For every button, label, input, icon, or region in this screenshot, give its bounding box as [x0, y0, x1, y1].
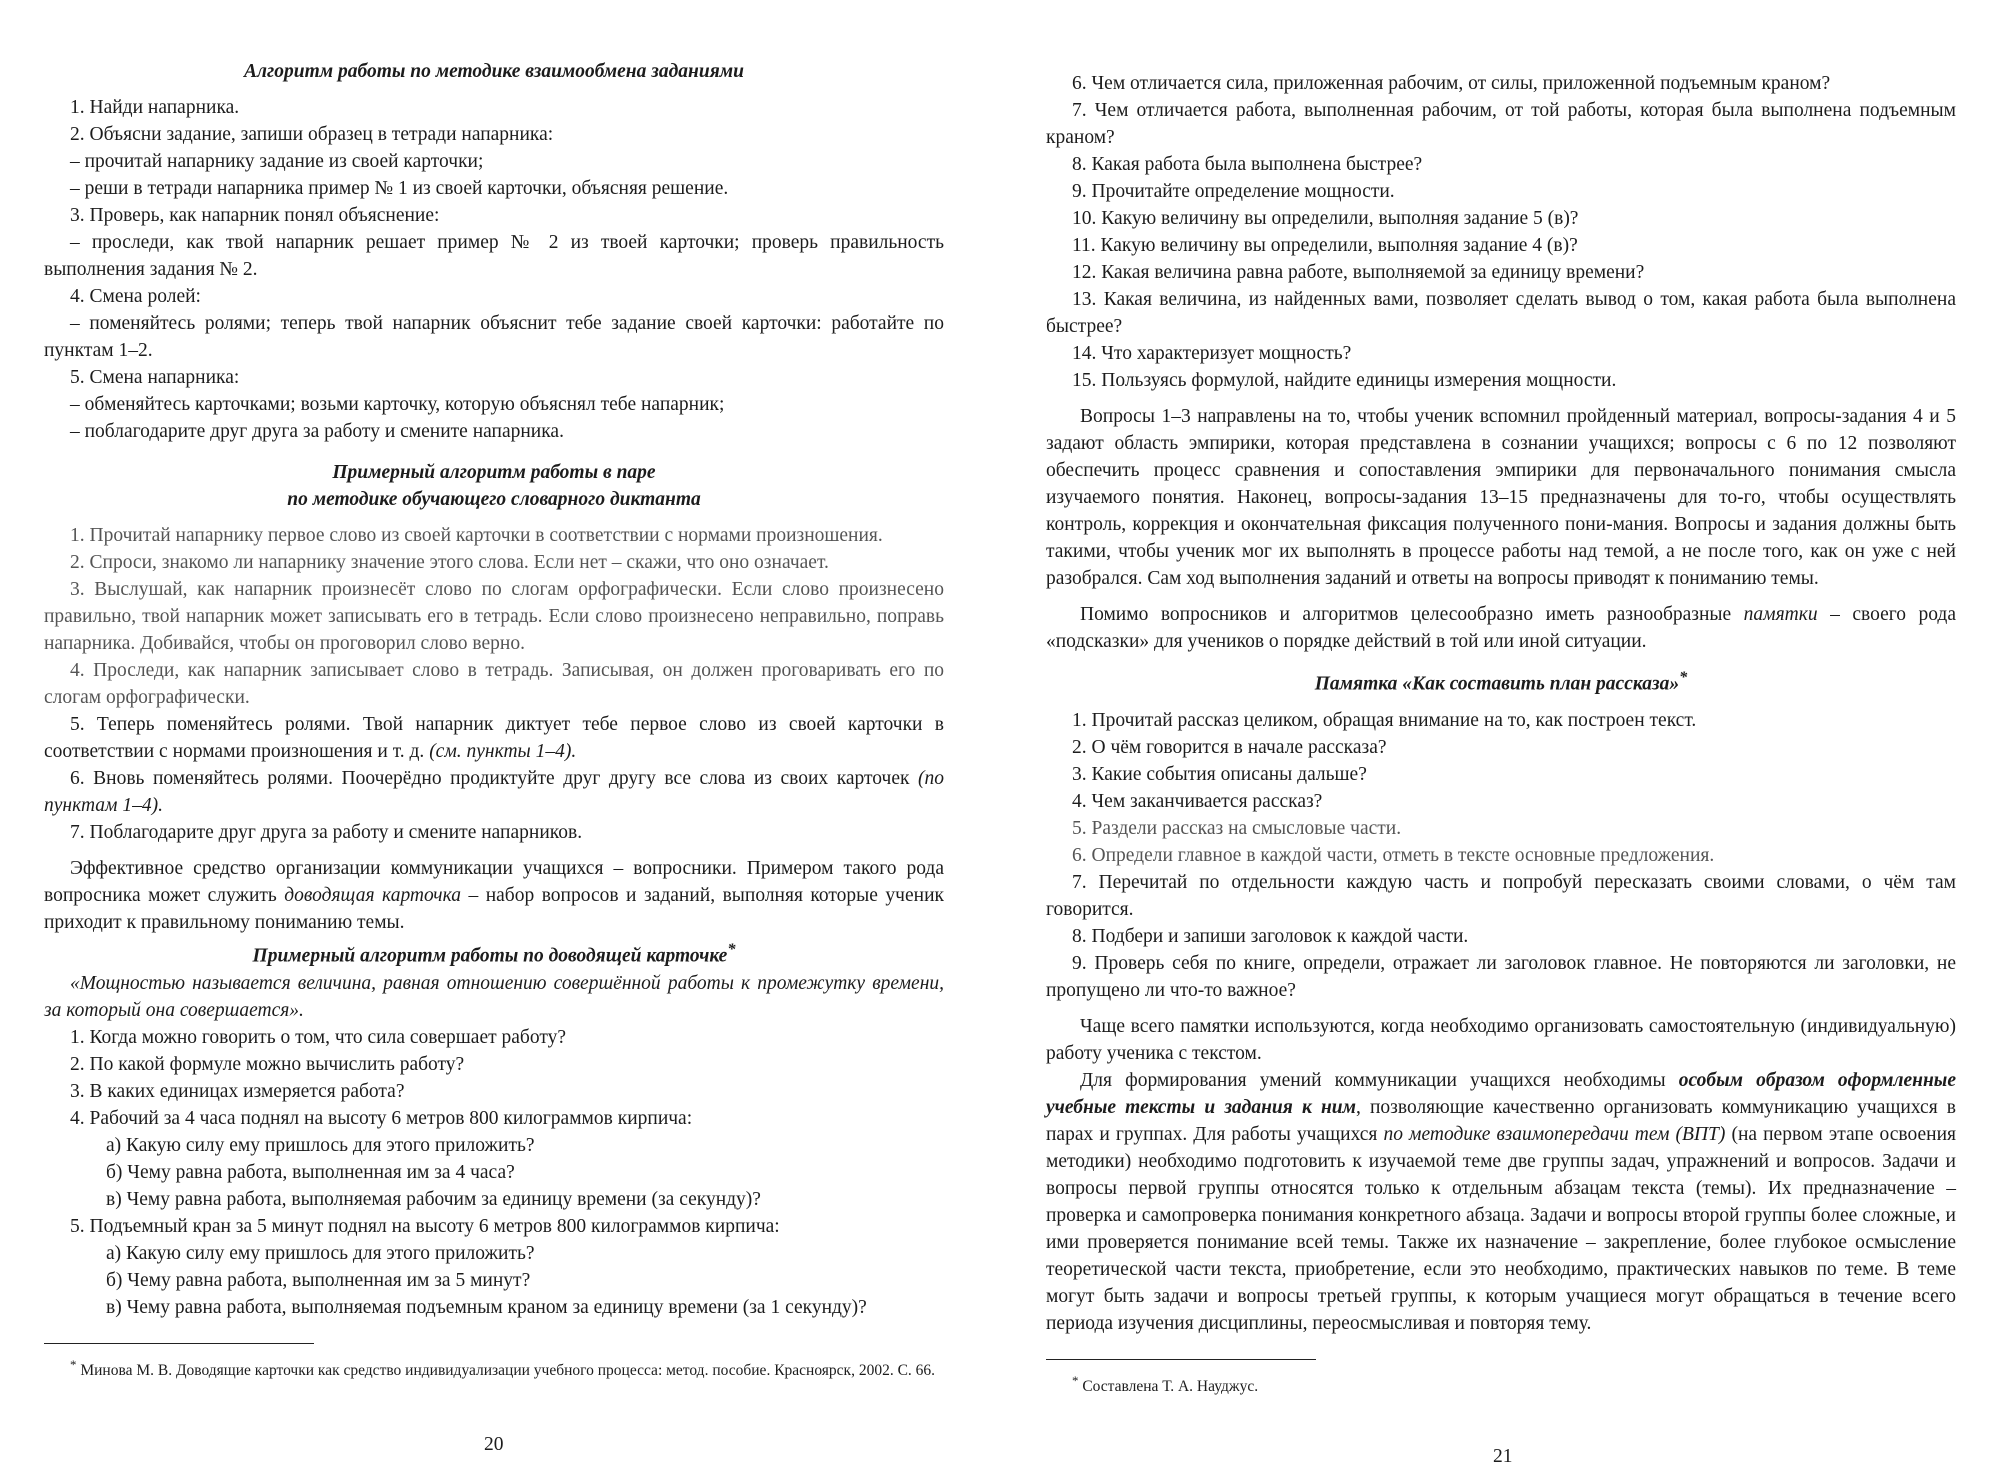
footnote-mark: * [70, 1356, 77, 1372]
heading-story-plan-memo [1046, 664, 1956, 698]
page-right [1046, 70, 1956, 1398]
paragraph-questionnaires [44, 855, 944, 936]
paragraph-text: (на первом этапе освоения методики) необходимо подготовить к изучаемой теме две группы задач, упражнений и вопросов. Задачи и вопросы первой группы относятся только к отдельным абзацам текста (темы). Их предназначение – проверка и самопроверка понимания конкретного абзаца. Задачи и вопросы второй группы более сложные, и ими проверяется понимание всей темы. Также их назначение – закрепление, более глубокое осмысление теоретической части текста, приобретение, если это необходимо, практических навыков по теме. В теме могут быть задачи и вопросы третьей группы, к которым учащиеся могут обращаться в течение всего периода изучения дисциплины, переосмысливая и повторяя тему. [1046, 1123, 1956, 1334]
list-item: 5. Раздели рассказ на смысловые части. [1072, 817, 1402, 839]
guiding-card-questions [44, 1024, 944, 1321]
heading-dictation-line2: по методике обучающего словарного диктанта [287, 489, 701, 510]
paragraph-text: Помимо вопросников и алгоритмов целесообразно иметь разнообразные [1080, 604, 1744, 625]
sub-item: в) Чему равна работа, выполняемая подъемным краном за единицу времени (за 1 секунду)? [106, 1296, 867, 1318]
list-item: 1. Когда можно говорить о том, что сила совершает работу? [70, 1026, 566, 1048]
page-left [44, 58, 944, 1382]
footnote-mark: * [1679, 668, 1688, 686]
paragraph-communication-texts [1046, 1067, 1956, 1337]
list-item: – поменяйтесь ролями; теперь твой напарник объяснит тебе задание своей карточки: работайте по пунктам 1–2. [44, 313, 944, 361]
list-item: 2. Объясни задание, запиши образец в тетради напарника: [70, 124, 554, 145]
footnote [44, 1354, 944, 1382]
guiding-card-questions-continued [1046, 70, 1956, 394]
algorithm-dictation-list [44, 522, 944, 846]
item-reference: (см. пункты 1–4). [429, 741, 577, 762]
page-number-left: 20 [484, 1434, 504, 1455]
paragraph-text: – своего рода «подсказки» для учеников о порядке действий в той или иной ситуации. [1046, 604, 1956, 652]
paragraph-questions-purpose: Вопросы 1–3 направлены на то, чтобы ученик вспомнил пройденный материал, вопросы-задания 4 и 5 задают область эмпирики, которая представлена в сознании учащихся; вопросы с 6 по 12 позволяют обеспечить процесс сравнения и сопоставления эмпирики для первоначального понимания смысла изучаемого понятия. Наконец, вопросы-задания 13–15 предназначены для то-го, чтобы осуществлять контроль, коррекция и окончательная фиксация полученного пони-мания. Вопросы и задания должны быть такими, чтобы ученик мог их выполнять в процессе работы над темой, а не после того, как он уже с ней разобрался. Сам ход выполнения заданий и ответы на вопросы приводят к пониманию темы. [1046, 406, 1956, 589]
list-item: 6. Чем отличается сила, приложенная рабочим, от силы, приложенной подъемным краном? [1072, 73, 1831, 94]
list-item: 3. Какие события описаны дальше? [1072, 763, 1367, 785]
memo-list [1046, 707, 1956, 1004]
paragraph-memo-usage: Чаще всего памятки используются, когда необходимо организовать самостоятельную (индивидуальную) работу ученика с текстом. [1046, 1015, 1956, 1064]
list-item: 4. Смена ролей: [70, 286, 201, 307]
heading-text: Памятка «Как составить план рассказа» [1314, 673, 1680, 695]
list-item: 8. Подбери и запиши заголовок к каждой части. [1072, 925, 1469, 947]
heading-dictation-line1: Примерный алгоритм работы в паре [332, 462, 656, 483]
list-item: 3. Проверь, как напарник понял объяснение: [70, 205, 440, 226]
list-item: 7. Перечитай по отдельности каждую часть и попробуй пересказать своими словами, о чём там говорится. [1046, 871, 1956, 920]
footnote-mark: * [727, 940, 736, 958]
list-item: 12. Какая величина равна работе, выполняемой за единицу времени? [1072, 262, 1645, 283]
list-item: – проследи, как твой напарник решает пример № 2 из твоей карточки; проверь правильность выполнения задания № 2. [44, 232, 944, 280]
sub-item: а) Какую силу ему пришлось для этого приложить? [106, 1242, 535, 1264]
list-item: 3. В каких единицах измеряется работа? [70, 1080, 405, 1102]
list-item: 1. Найди напарника. [70, 97, 240, 118]
paragraph-text: – набор вопросов и заданий, выполняя которые ученик приходит к правильному пониманию темы. [44, 885, 944, 933]
list-item: 5. Смена напарника: [70, 367, 240, 388]
list-item: 6. Определи главное в каждой части, отметь в тексте основные предложения. [1072, 844, 1715, 866]
list-item: 8. Какая работа была выполнена быстрее? [1072, 154, 1423, 175]
list-item [44, 765, 944, 819]
list-item: 1. Прочитай напарнику первое слово из своей карточки в соответствии с нормами произношения. [70, 525, 883, 546]
item-reference: (по пунктам 1–4). [44, 768, 944, 816]
term-guiding-card: доводящая карточка [284, 885, 461, 906]
list-item: 10. Какую величину вы определили, выполняя задание 5 (в)? [1072, 208, 1579, 229]
list-item: 4. Проследи, как напарник записывает слово в тетрадь. Записывая, он должен проговаривать его по слогам орфографически. [44, 660, 944, 708]
footnote-text: Минова М. В. Доводящие карточки как средство индивидуализации учебного процесса: метод. пособие. Красноярск, 2002. С. 66. [80, 1361, 936, 1379]
sub-item: а) Какую силу ему пришлось для этого приложить? [106, 1134, 535, 1156]
list-item: 2. По какой формуле можно вычислить работу? [70, 1053, 465, 1075]
list-item: 3. Выслушай, как напарник произнесёт слово по слогам орфографически. Если слово произнесено правильно, твой напарник может записывать его в тетрадь. Если слово произнесено неправильно, поправь напарника. Добивайся, чтобы он проговорил слово верно. [44, 579, 944, 654]
item-text: 6. Вновь поменяйтесь ролями. Поочерёдно продиктуйте друг другу все слова из своих карточек [70, 768, 918, 789]
term-formatted-texts: особым образом оформленные учебные тексты и задания к ним [1046, 1069, 1956, 1118]
list-item: 1. Прочитай рассказ целиком, обращая внимание на то, как построен текст. [1072, 709, 1697, 731]
list-item: – обменяйтесь карточками; возьми карточку, которую объяснял тебе напарник; [70, 394, 725, 415]
footnote-mark: * [1072, 1372, 1079, 1388]
paragraph-memos [1046, 601, 1956, 655]
list-item: 7. Чем отличается работа, выполненная рабочим, от той работы, которая была выполнена подъемным краном? [1046, 100, 1956, 148]
item-text: 5. Теперь поменяйтесь ролями. Твой напарник диктует тебе первое слово из своей карточки в соответствии с нормами произношения и т. д. [44, 714, 944, 762]
list-item: – прочитай напарнику задание из своей карточки; [70, 151, 484, 172]
list-item: 9. Проверь себя по книге, определи, отражает ли заголовок главное. Не повторяются ли заголовки, не пропущено ли что-то важное? [1046, 952, 1956, 1001]
list-item [44, 711, 944, 765]
list-item: 9. Прочитайте определение мощности. [1072, 181, 1395, 202]
page-number-right: 21 [1493, 1446, 1513, 1467]
heading-exchange-method: Алгоритм работы по методике взаимообмена заданиями [244, 61, 744, 82]
paragraph-text: , позволяющие качественно организовать коммуникацию учащихся в парах и группах. Для работы учащихся [1046, 1096, 1956, 1145]
sub-item: в) Чему равна работа, выполняемая рабочим за единицу времени (за секунду)? [106, 1188, 761, 1210]
list-item: 11. Какую величину вы определили, выполняя задание 4 (в)? [1072, 235, 1578, 256]
list-item: 13. Какая величина, из найденных вами, позволяет сделать вывод о том, какая работа была выполнена быстрее? [1046, 289, 1956, 337]
term-vpt-method: по методике взаимопередачи тем (ВПТ) [1383, 1123, 1726, 1145]
list-item: 4. Чем заканчивается рассказ? [1072, 790, 1323, 812]
heading-guiding-card [44, 936, 944, 970]
list-item: – реши в тетради напарника пример № 1 из своей карточки, объясняя решение. [70, 178, 729, 199]
sub-item: б) Чему равна работа, выполненная им за 5 минут? [106, 1269, 531, 1291]
term-memos: памятки [1743, 604, 1818, 625]
list-item: 4. Рабочий за 4 часа поднял на высоту 6 метров 800 килограммов кирпича: [70, 1107, 693, 1129]
heading-text: Примерный алгоритм работы по доводящей карточке [252, 945, 728, 967]
list-item: 14. Что характеризует мощность? [1072, 343, 1352, 364]
power-definition-quote: «Мощностью называется величина, равная отношению совершённой работы к промежутку времени, за который она совершается». [44, 972, 944, 1021]
list-item: 7. Поблагодарите друг друга за работу и смените напарников. [70, 822, 583, 843]
paragraph-text: Эффективное средство организации коммуникации учащихся – вопросники. Примером такого рода вопросника может служить [44, 858, 944, 906]
paragraph-text: Для формирования умений коммуникации учащихся необходимы [1080, 1069, 1679, 1091]
footnote [1046, 1370, 1956, 1398]
list-item: 5. Подъемный кран за 5 минут поднял на высоту 6 метров 800 килограммов кирпича: [70, 1215, 780, 1237]
sub-item: б) Чему равна работа, выполненная им за 4 часа? [106, 1161, 515, 1183]
list-item: 15. Пользуясь формулой, найдите единицы измерения мощности. [1072, 370, 1617, 391]
list-item: – поблагодарите друг друга за работу и смените напарника. [70, 421, 564, 442]
algorithm-exchange-list [44, 94, 944, 445]
list-item: 2. О чём говорится в начале рассказа? [1072, 736, 1387, 758]
list-item: 2. Спроси, знакомо ли напарнику значение этого слова. Если нет – скажи, что оно означает. [70, 552, 829, 573]
footnote-text: Составлена Т. А. Науджус. [1082, 1377, 1259, 1395]
